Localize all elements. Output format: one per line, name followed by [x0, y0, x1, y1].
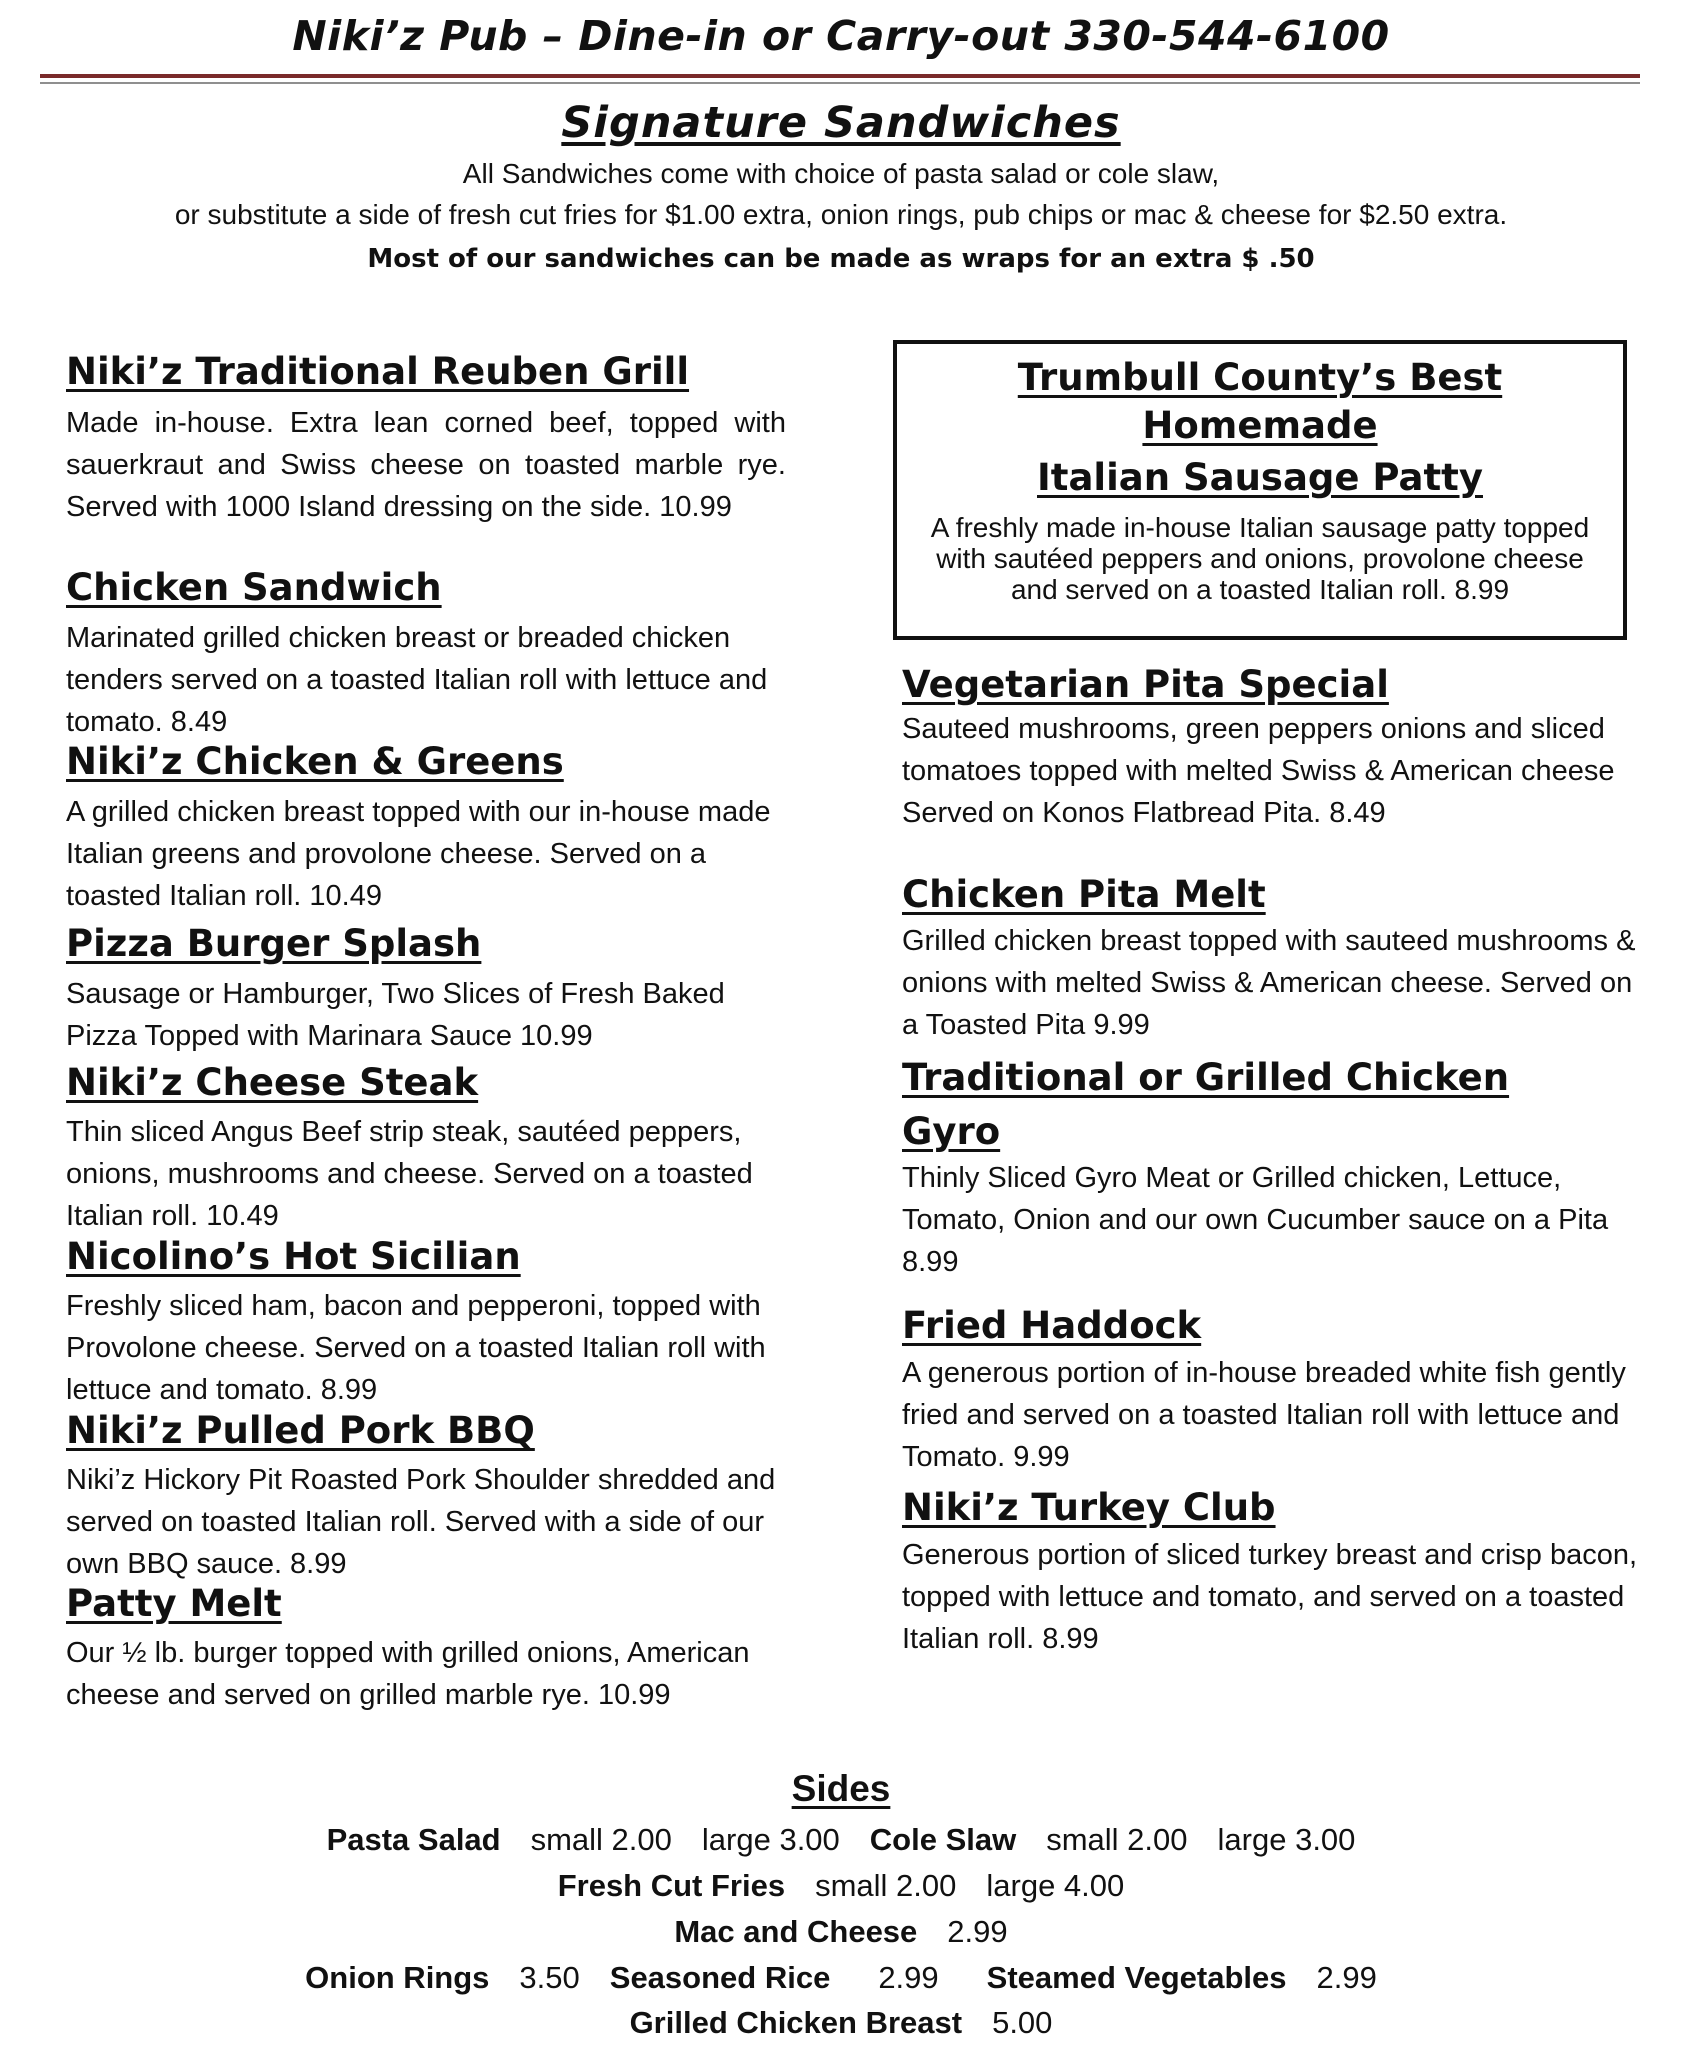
side-pasta-small: small 2.00 [530, 1822, 672, 1857]
item-desc-chicken-pita-melt: Grilled chicken breast topped with sauteed mushrooms & onions with melted Swiss & American cheese. Served on a Toasted Pita 9.99 [902, 925, 1636, 1041]
side-veg-price: 2.99 [1316, 1960, 1377, 1995]
featured-desc: A freshly made in-house Italian sausage patty topped with sautéed peppers and onions, provolone cheese and served on a toasted Italian roll. 8.99 [930, 512, 1590, 605]
item-title-pulled-pork: Niki’z Pulled Pork BBQ [66, 1409, 535, 1452]
side-grilled-chicken: Grilled Chicken Breast [629, 2005, 963, 2040]
item-desc-chicken-sandwich: Marinated grilled chicken breast or breaded chicken tenders served on a toasted Italian roll with lettuce and tomato. 8.49 [66, 622, 768, 738]
item-desc-fried-haddock: A generous portion of in-house breaded white fish gently fried and served on a toasted Italian roll with lettuce and Tomato. 9.99 [902, 1357, 1626, 1473]
side-pasta-salad: Pasta Salad [326, 1822, 501, 1857]
featured-item-box [893, 340, 1627, 640]
item-title-chicken-sandwich: Chicken Sandwich [66, 566, 442, 609]
featured-title-line-2: Homemade [1142, 404, 1378, 447]
item-title-patty-melt: Patty Melt [66, 1582, 282, 1625]
item-title-hot-sicilian: Nicolino’s Hot Sicilian [66, 1235, 521, 1278]
sides-row-2 [0, 1868, 1682, 1904]
side-mac-price: 2.99 [947, 1914, 1008, 1949]
header-divider-shadow [40, 82, 1640, 84]
item-title-chicken-pita-melt: Chicken Pita Melt [902, 873, 1266, 916]
item-title-gyro-line-2: Gyro [902, 1110, 1001, 1153]
side-mac-cheese: Mac and Cheese [674, 1914, 918, 1949]
item-title-gyro: Traditional or Grilled Chicken [902, 1056, 1510, 1099]
item-desc-turkey-club: Generous portion of sliced turkey breast and crisp bacon, topped with lettuce and tomato, and served on a toasted Italian roll. 8.99 [902, 1539, 1638, 1655]
featured-title-line-3: Italian Sausage Patty [1037, 456, 1483, 499]
sides-title: Sides [791, 1768, 891, 1809]
side-slaw-large: large 3.00 [1217, 1822, 1356, 1857]
side-fries-large: large 4.00 [986, 1868, 1125, 1903]
sides-row-4 [0, 1960, 1682, 1996]
side-slaw-small: small 2.00 [1046, 1822, 1188, 1857]
item-title-reuben: Niki’z Traditional Reuben Grill [66, 350, 690, 393]
wraps-note: Most of our sandwiches can be made as wraps for an extra $ .50 [367, 244, 1315, 274]
section-title: Signature Sandwiches [561, 98, 1121, 148]
page-title: Niki’z Pub – Dine-in or Carry-out 330-544-6100 [292, 12, 1390, 60]
side-seasoned-rice: Seasoned Rice [609, 1960, 831, 1995]
item-desc-patty-melt: Our ½ lb. burger topped with grilled onions, American cheese and served on grilled marble rye. 10.99 [66, 1637, 750, 1711]
side-onion-rings: Onion Rings [305, 1960, 490, 1995]
item-title-turkey-club: Niki’z Turkey Club [902, 1486, 1276, 1529]
side-rice-price: 2.99 [878, 1960, 939, 1995]
item-desc-reuben: Made in-house. Extra lean corned beef, topped with sauerkraut and Swiss cheese on toasted marble rye. Served with 1000 Island dressing on the side. 10.99 [66, 407, 786, 523]
item-title-cheese-steak: Niki’z Cheese Steak [66, 1061, 479, 1104]
side-cole-slaw: Cole Slaw [869, 1822, 1017, 1857]
intro-line-2: or substitute a side of fresh cut fries for $1.00 extra, onion rings, pub chips or mac & cheese for $2.50 extra. [174, 199, 1508, 230]
featured-title-line-1: Trumbull County’s Best [1017, 356, 1503, 399]
side-onion-price: 3.50 [519, 1960, 580, 1995]
item-desc-gyro: Thinly Sliced Gyro Meat or Grilled chicken, Lettuce, Tomato, Onion and our own Cucumber sauce on a Pita 8.99 [902, 1162, 1609, 1278]
item-desc-pulled-pork: Niki’z Hickory Pit Roasted Pork Shoulder shredded and served on toasted Italian roll. Served with a side of our own BBQ sauce. 8.99 [66, 1464, 776, 1580]
side-steamed-veg: Steamed Vegetables [986, 1960, 1287, 1995]
item-title-chicken-greens: Niki’z Chicken & Greens [66, 740, 564, 783]
item-title-pizza-burger: Pizza Burger Splash [66, 922, 482, 965]
side-fries-small: small 2.00 [815, 1868, 957, 1903]
item-desc-pizza-burger: Sausage or Hamburger, Two Slices of Fresh Baked Pizza Topped with Marinara Sauce 10.99 [66, 978, 725, 1052]
item-title-fried-haddock: Fried Haddock [902, 1304, 1202, 1347]
intro-line-1: All Sandwiches come with choice of pasta salad or cole slaw, [462, 158, 1220, 189]
item-desc-hot-sicilian: Freshly sliced ham, bacon and pepperoni, topped with Provolone cheese. Served on a toasted Italian roll with lettuce and tomato. 8.99 [66, 1290, 766, 1406]
sides-row-1 [0, 1822, 1682, 1858]
item-desc-cheese-steak: Thin sliced Angus Beef strip steak, sautéed peppers, onions, mushrooms and cheese. Served on a toasted Italian roll. 10.49 [66, 1116, 753, 1232]
sides-row-5 [0, 2005, 1682, 2041]
side-chicken-price: 5.00 [992, 2005, 1053, 2040]
side-fries: Fresh Cut Fries [557, 1868, 786, 1903]
item-title-vegetarian-pita: Vegetarian Pita Special [902, 663, 1389, 706]
side-pasta-large: large 3.00 [701, 1822, 840, 1857]
item-desc-chicken-greens: A grilled chicken breast topped with our in-house made Italian greens and provolone cheese. Served on a toasted Italian roll. 10.49 [66, 796, 771, 912]
item-desc-vegetarian-pita: Sauteed mushrooms, green peppers onions and sliced tomatoes topped with melted Swiss & American cheese Served on Konos Flatbread Pita. 8.49 [902, 713, 1615, 829]
sides-row-3 [0, 1914, 1682, 1950]
header-divider [40, 74, 1640, 78]
